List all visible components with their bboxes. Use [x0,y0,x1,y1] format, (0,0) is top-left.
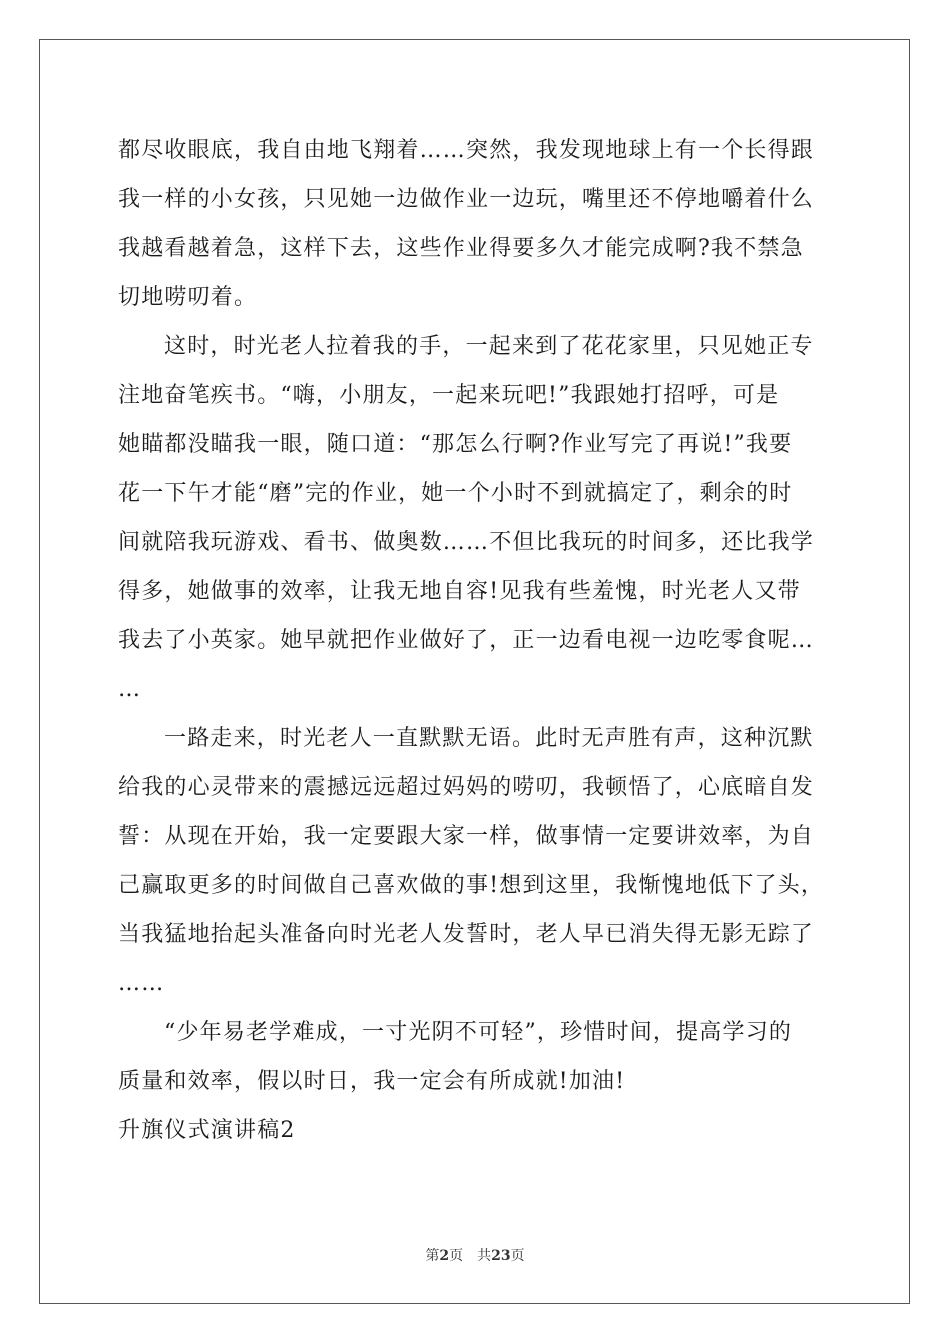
total-suffix: 页 [510,1248,525,1264]
section-heading: 升旗仪式演讲稿2 [118,1118,296,1143]
page-prefix: 第 [425,1248,440,1264]
paragraph-first-line: “少年易老学难成，一寸光阴不可轻”，珍惜时间，提高学习的 [164,1020,793,1045]
paragraph-first-line: 一路走来，时光老人一直默默无语。此时无声胜有声，这种沉默 [164,726,814,751]
text-line: 都尽收眼底，我自由地飞翔着……突然，我发现地球上有一个长得跟 [118,138,815,163]
text-line: 得多，她做事的效率，让我无地自容!见我有些羞愧，时光老人又带 [118,579,801,604]
text-line: …… [118,971,165,996]
page-footer [0,1245,950,1265]
text-line: 切地唠叨着。 [118,285,258,310]
text-line: 誓：从现在开始，我一定要跟大家一样，做事情一定要讲效率，为自 [118,824,815,849]
text-line: 我去了小英家。她早就把作业做好了，正一边看电视一边吃零食呢… [118,628,815,653]
text-line: 给我的心灵带来的震撼远远超过妈妈的唠叨，我顿悟了，心底暗自发 [118,775,815,800]
page-suffix: 页 [449,1248,464,1264]
text-line: 己赢取更多的时间做自己喜欢做的事!想到这里，我惭愧地低下了头， [118,873,825,898]
text-line: 质量和效率，假以时日，我一定会有所成就!加油! [118,1069,626,1094]
text-line: 间就陪我玩游戏、看书、做奥数……不但比我玩的时间多，还比我学 [118,530,815,555]
page-number: 2 [439,1248,450,1264]
text-line: 注地奋笔疾书。“嗨，小朋友，一起来玩吧!”我跟她打招呼，可是 [118,383,780,408]
total-prefix: 共 [477,1248,492,1264]
paragraph-first-line: 这时，时光老人拉着我的手，一起来到了花花家里，只见她正专 [164,334,814,359]
text-line: 花一下午才能“磨”完的作业，她一个小时不到就搞定了，剩余的时 [118,481,793,506]
document-body [118,126,838,1155]
text-line: 我越看越着急，这样下去，这些作业得要多久才能完成啊?我不禁急 [118,236,804,261]
text-line: 我一样的小女孩，只见她一边做作业一边玩，嘴里还不停地嚼着什么 [118,187,815,212]
text-line: 当我猛地抬起头准备向时光老人发誓时，老人早已消失得无影无踪了 [118,922,815,947]
text-line: … [118,677,142,702]
text-line: 她瞄都没瞄我一眼，随口道：“那怎么行啊?作业写完了再说!”我要 [118,432,793,457]
total-pages: 23 [491,1248,511,1264]
